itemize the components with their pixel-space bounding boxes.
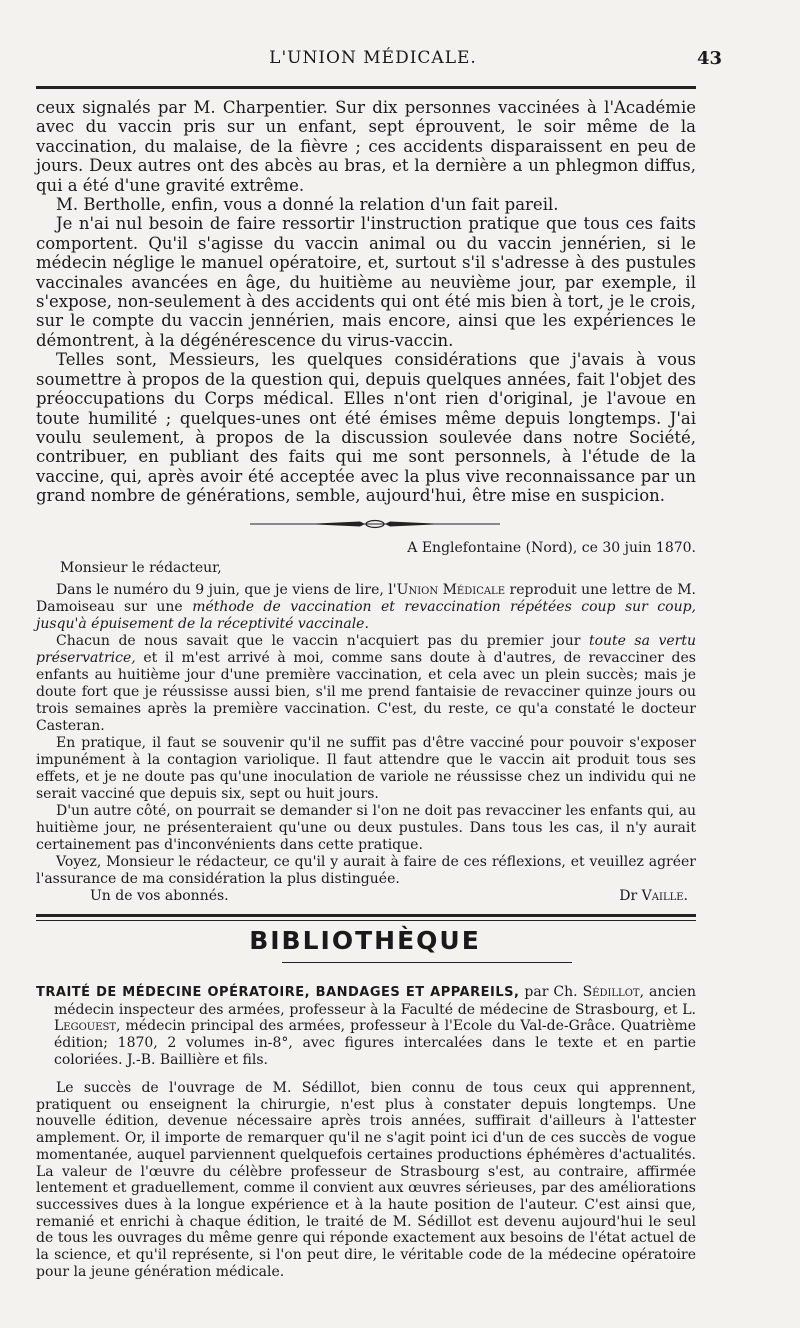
article-continuation (36, 98, 696, 506)
letter-signoff (36, 888, 696, 906)
title-underline (282, 962, 572, 963)
journal-name: Union Médicale (396, 582, 506, 598)
paragraph: M. Bertholle, enfin, vous a donné la relation d'un fait pareil. (56, 195, 559, 215)
header-rule (36, 86, 696, 89)
book-review (36, 1080, 696, 1280)
paragraph: Le succès de l'ouvrage de M. Sédillot, bien connu de tous ceux qui apprennent, pratiquent ou enseignent la chirurgie, n'est plus à constater depuis longtemps. Une nouvelle édition, devenue nécessaire après trois années, suffirait d'ailleurs à l'attester amplement. Or, il importe de remarquer qu'il ne s'agit point ici d'un de ces succès de vogue momentanée, auquel parviennent quelquefois certaines productions éphémères d'actualités. La valeur de l'œuvre du célèbre professeur de Strasbourg s'est, au contraire, affirmée lentement et graduellement, comme il convient aux œuvres sérieuses, par des améliorations successives dues à la longue expérience et à la haute position de l'auteur. C'est ainsi que, remanié et enrichi à chaque édition, le traité de M. Sédillot est devenu aujourd'hui le seul de tous les ouvrages du même genre qui réponde exactement aux besoins de l'état actuel de la science, et qu'il représente, si l'on peut dire, le véritable code de la médecine opératoire pour la jeune génération médicale. (36, 1080, 696, 1280)
paragraph: En pratique, il faut se souvenir qu'il ne suffit pas d'être vacciné pour pouvoir s'exposer impunément à la contagion variolique. Il faut attendre que le vaccin ait produit tous ses effets, et je ne doute pas qu'une inoculation de variole ne réussisse chez un individu qui ne serait vacciné que depuis six, sept ou huit jours. (36, 735, 696, 802)
paragraph (36, 984, 696, 1069)
text-run: reproduit une lettre de M. Damoiseau sur une (36, 582, 696, 615)
signature (619, 888, 688, 904)
book-reference (36, 984, 696, 1069)
text-run: et il m'est arrivé à moi, comme sans doute à d'autres, de revacciner des enfants au huitième jour d'une première vaccination, et cela avec un plein succès; mais je doute fort que je réussisse aussi bien, s'il me prend fantaisie de revacciner quinze jours ou trois semaines après la première vaccination. C'est, du reste, ce qu'a constaté le docteur Casteran. (36, 650, 696, 734)
author-name: Sédillot (582, 984, 640, 1000)
paragraph: D'un autre côté, on pourrait se demander si l'on ne doit pas revacciner les enfants qui, au huitième jour, ne présenteraient qu'une ou deux pustules. Dans tous les cas, il n'y aurait certainement pas d'inconvénients dans cette pratique. (36, 803, 696, 853)
section-ornament (250, 517, 500, 531)
book-title: TRAITÉ DE MÉDECINE OPÉRATOIRE, BANDAGES ET APPAREILS, (36, 985, 520, 1000)
signature-name: Vaille. (641, 888, 688, 904)
page-number: 43 (696, 48, 722, 69)
section-title: BIBLIOTHÈQUE (249, 926, 481, 955)
letter-dateline: A Englefontaine (Nord), ce 30 juin 1870. (407, 540, 696, 556)
italic-phrase: toute sa vertu préservatrice, (36, 633, 696, 666)
italic-title: méthode de vaccination et revaccination répétées coup sur coup, jusqu'à épuisement de la réceptivité vaccinale. (36, 599, 696, 632)
paragraph (36, 633, 696, 735)
text-run: Chacun de nous savait que le vaccin n'acquiert pas du premier jour (56, 633, 589, 649)
letter-salutation: Monsieur le rédacteur, (60, 560, 222, 576)
text-run: Dans le numéro du 9 juin, que je viens de lire, l' (56, 582, 397, 598)
running-title: L'UNION MÉDICALE. (269, 48, 477, 68)
text-run: par Ch. (519, 984, 583, 1000)
author-name: Legouest (54, 1018, 117, 1035)
closing: Un de vos abonnés. (90, 888, 229, 904)
paragraph: ceux signalés par M. Charpentier. Sur dix personnes vaccinées à l'Académie avec du vaccin pris sur un enfant, sept éprouvent, le soir même de la vaccination, du malaise, de la fièvre ; ces accidents disparaissent en peu de jours. Deux autres ont des abcès au bras, et la dernière a un phlegmon diffus, qui a été d'une gravité extrême. (36, 98, 696, 195)
text-run: , médecin principal des armées, professeur à l'Ecole du Val-de-Grâce. Quatrième édition; 1870, 2 volumes in-8°, avec figures intercalées dans le texte et en partie coloriées. J.-B. Baillière et fils. (54, 1018, 696, 1068)
paragraph: Je n'ai nul besoin de faire ressortir l'instruction pratique que tous ces faits comportent. Qu'il s'agisse du vaccin animal ou du vaccin jennérien, si le médecin néglige le manuel opératoire, et, surtout s'il s'adresse à des pustules vaccinales avancées en âge, du huitième au neuvième jour, par exemple, il s'expose, non-seulement à des accidents qui ont été mis bien à tort, je le crois, sur le compte du vaccin jennérien, mais encore, ainsi que les expériences le démontrent, à la dégénérescence du virus-vaccin. (36, 214, 696, 350)
paragraph: Telles sont, Messieurs, les quelques considérations que j'avais à vous soumettre à propos de la question qui, depuis quelques années, fait l'objet des préoccupations du Corps médical. Elles n'ont rien d'original, je l'avoue en toute humilité ; quelques-unes ont été émises même depuis longtemps. J'ai voulu seulement, à propos de la discussion soulevée dans notre Société, contribuer, en publiant des faits qui me sont personnels, à l'étude de la vaccine, qui, après avoir été acceptée avec la plus vive reconnaissance par un grand nombre de générations, semble, aujourd'hui, être mise en suspicion. (36, 350, 696, 506)
section-rule-thin (36, 920, 696, 921)
letter-body (36, 582, 696, 888)
paragraph: Voyez, Monsieur le rédacteur, ce qu'il y aurait à faire de ces réflexions, et veuillez agréer l'assurance de ma considération la plus distinguée. (36, 854, 696, 887)
signature-prefix: Dr (619, 888, 638, 904)
paragraph (36, 582, 696, 633)
page-header (36, 48, 722, 78)
section-rule (36, 914, 696, 917)
text-run: , ancien médecin inspecteur des armées, professeur à la Faculté de médecine de Strasbourg, et L. (54, 984, 696, 1018)
